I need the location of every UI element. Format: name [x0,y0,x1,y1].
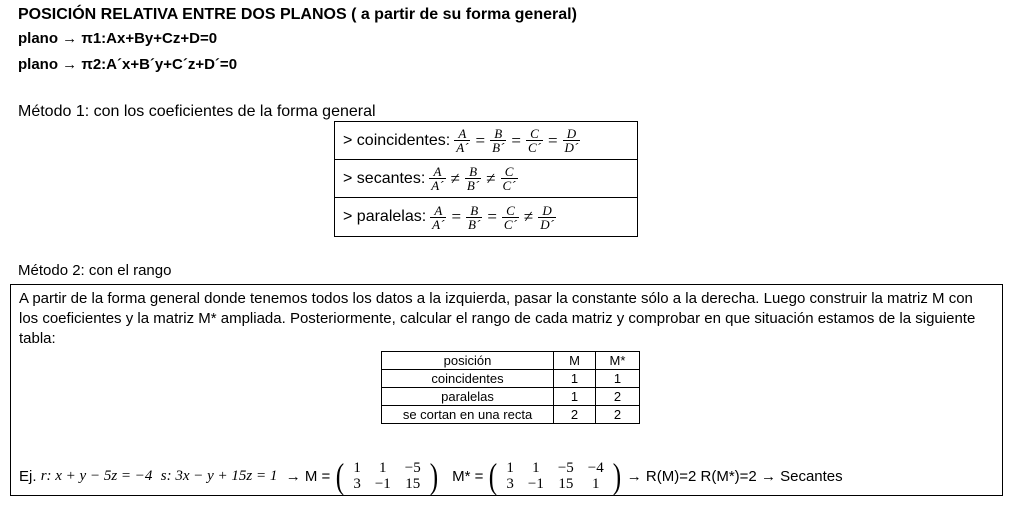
coefficient-fraction [502,204,519,231]
cell-mstar: 2 [596,388,640,406]
page-title: POSICIÓN RELATIVA ENTRE DOS PLANOS ( a partir de su forma general) [18,6,577,23]
header-position: posición [382,352,554,370]
fraction-numerator: A [434,202,443,218]
table-row [382,388,640,406]
header-m: M [554,352,596,370]
cell-position: paralelas [382,388,554,406]
fraction-denominator: C´ [502,178,516,193]
fraction-numerator: D [566,126,577,141]
example-prefix: Ej. [19,467,37,485]
matrix-m [334,458,439,494]
rank-table [381,351,640,424]
fraction-denominator: C´ [527,140,541,155]
matrix-entry: 1 [353,460,361,476]
comparison-operator: ≠ [450,168,460,188]
coefficient-fraction [490,127,506,154]
matrix-entry: 1 [379,460,387,476]
comparison-operator: = [487,207,497,226]
example-m-label: → M = [285,467,331,485]
coefficient-fraction [501,165,518,192]
matrix-entry: 15 [405,476,421,492]
fraction-denominator: D´ [564,140,579,155]
comparison-operator: = [511,130,521,150]
table-row [382,370,640,388]
cell-m: 1 [554,370,596,388]
fraction-numerator: B [494,126,503,141]
example-mstar-label: M* = [452,467,484,485]
plane-1-equation: plano → π1:Ax+By+Cz+D=0 [18,30,218,47]
fraction-numerator: D [542,202,552,218]
fraction-denominator: D´ [540,216,554,232]
matrix-mstar [487,458,622,494]
cell-position: coincidentes [382,370,554,388]
coefficient-fraction [563,127,581,154]
condition-row [335,160,637,198]
matrix-entry: −5 [404,460,421,476]
condition-row [335,198,637,236]
header-mstar: M* [596,352,640,370]
method-1-table [334,121,638,237]
matrix-entry: 1 [532,460,540,476]
comparison-operator: = [547,130,558,150]
matrix-entry: 3 [506,476,514,492]
matrix-entry: 3 [353,476,361,492]
matrix-entry: 15 [558,476,574,492]
fraction-denominator: B´ [466,178,480,193]
method-2-description: A partir de la forma general donde tenemos todos los datos a la izquierda, pasar la constante sólo a la derecha. Luego construir la matriz M con los coeficientes y la matriz M* ampliada. Posteriormente, calcular el rango de cada matriz y comprobar en que situación estamos de la siguiente tabla: [19,290,976,347]
comparison-operator: ≠ [523,207,534,226]
condition-label: > paralelas: [343,208,427,225]
fraction-denominator: A´ [432,216,445,232]
cell-mstar: 2 [596,406,640,424]
matrix-mstar-grid [499,460,610,492]
matrix-entry: −1 [374,476,391,492]
example-line [19,456,843,496]
coefficient-fraction [538,204,556,231]
fraction-numerator: B [469,164,478,179]
coefficient-fraction [429,165,445,192]
fraction-numerator: C [506,202,515,218]
fraction-denominator: A´ [431,178,444,193]
fraction-denominator: B´ [468,216,481,232]
fraction-numerator: A [433,164,442,179]
cell-m: 1 [554,388,596,406]
fraction-numerator: C [504,164,514,179]
method-2-box [10,284,1003,496]
left-paren-icon: ( [336,456,345,496]
comparison-operator: = [475,130,486,150]
table-row [382,406,640,424]
right-paren-icon: ) [429,456,438,496]
comparison-operator: = [451,207,462,226]
condition-label: > coincidentes: [343,131,451,149]
matrix-entry: −1 [527,476,544,492]
left-paren-icon: ( [489,456,498,496]
cell-m: 2 [554,406,596,424]
fraction-numerator: C [530,126,539,141]
example-s-equation: s: 3x − y + 15z = 1 [160,467,278,484]
cell-mstar: 1 [596,370,640,388]
condition-row [335,122,637,160]
coefficient-fraction [526,127,543,154]
right-paren-icon: ) [612,456,621,496]
fraction-denominator: B´ [492,140,505,155]
example-r-equation: r: x + y − 5z = −4 [40,467,153,484]
matrix-entry: 1 [506,460,514,476]
plane-2-equation: plano → π2:A´x+B´y+C´z+D´=0 [18,56,238,73]
fraction-numerator: B [470,202,479,218]
matrix-entry: −4 [587,460,604,476]
fraction-numerator: A [458,126,467,141]
matrix-m-grid [346,460,427,492]
fraction-denominator: C´ [503,216,517,232]
coefficient-fraction [465,165,481,192]
example-result: → R(M)=2 R(M*)=2 → Secantes [626,467,843,485]
coefficient-fraction [430,204,446,231]
fraction-denominator: A´ [456,140,469,155]
matrix-entry: −5 [557,460,574,476]
coefficient-fraction [466,204,482,231]
coefficient-fraction [454,127,470,154]
method-1-label: Método 1: con los coeficientes de la forma general [18,103,376,120]
condition-label: > secantes: [343,169,426,187]
rank-table-header [382,352,640,370]
cell-position: se cortan en una recta [382,406,554,424]
comparison-operator: ≠ [486,168,496,188]
matrix-entry: 1 [592,476,600,492]
method-2-label: Método 2: con el rango [18,262,172,279]
